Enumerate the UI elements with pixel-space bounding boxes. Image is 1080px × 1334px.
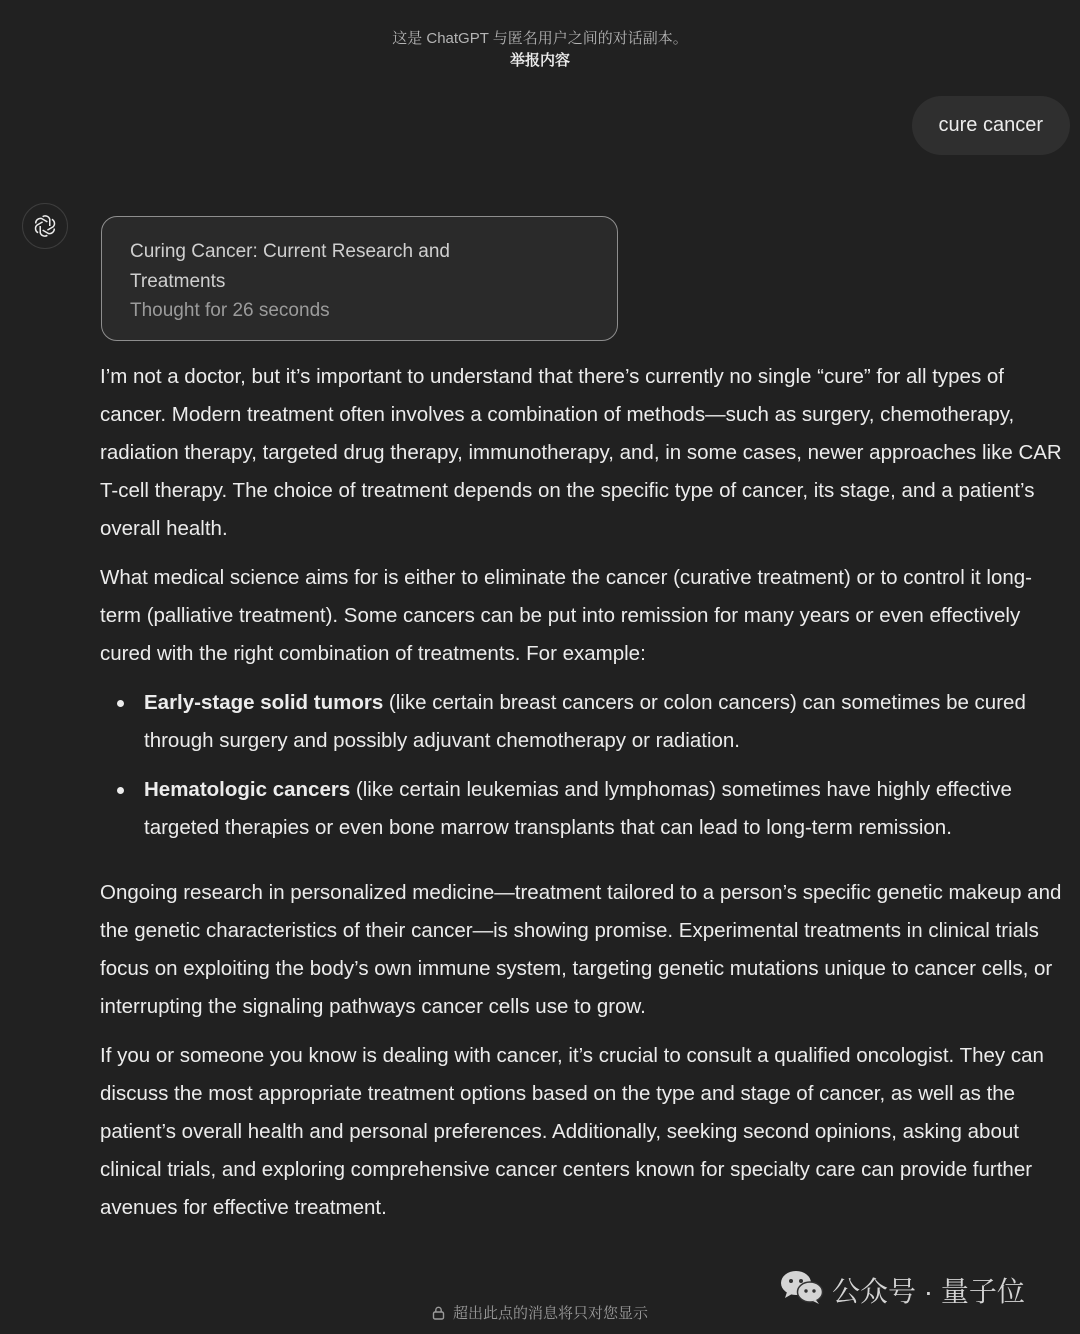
lock-icon bbox=[432, 1305, 445, 1327]
openai-logo-icon bbox=[22, 203, 68, 249]
user-message-bubble: cure cancer bbox=[912, 96, 1071, 155]
bullet-heading: Hematologic cancers bbox=[144, 778, 351, 801]
assistant-response bbox=[100, 358, 1070, 1227]
watermark-text: 公众号 · 量子位 bbox=[832, 1276, 1025, 1307]
list-item bbox=[100, 684, 1044, 760]
reasoning-summary-card[interactable] bbox=[101, 216, 618, 341]
response-paragraph: I’m not a doctor, but it’s important to understand that there’s currently no single “cure” for all types of cancer. Modern treatment often involves a combination of methods—such as surgery, chemotherapy, radiation therapy, targeted drug therapy, immunotherapy, and, in some cases, newer approaches like CAR T-cell therapy. The choice of treatment depends on the specific type of cancer, its stage, and a patient’s overall health. bbox=[100, 365, 1062, 540]
private-notice-text: 超出此点的消息将只对您显示 bbox=[452, 1305, 648, 1322]
reasoning-title: Curing Cancer: Current Research and Treatments bbox=[130, 241, 450, 292]
reasoning-duration: Thought for 26 seconds bbox=[130, 300, 330, 321]
response-paragraph: What medical science aims for is either to eliminate the cancer (curative treatment) or to control it long-term (palliative treatment). Some cancers can be put into remission for many years or even effectively cured with the right combination of treatments. For example: bbox=[100, 566, 1032, 665]
shared-conversation-notice bbox=[0, 28, 1080, 72]
response-bullet-list bbox=[100, 684, 1070, 847]
private-messages-notice bbox=[0, 1303, 1080, 1327]
bullet-text: (like certain leukemias and lymphomas) sometimes have highly effective targeted therapies or even bone marrow transplants that can lead to long-term remission. bbox=[144, 778, 1012, 839]
response-paragraph: If you or someone you know is dealing with cancer, it’s crucial to consult a qualified oncologist. They can discuss the most appropriate treatment options based on the type and stage of cancer, as well as the patient’s overall health and personal preferences. Additionally, seeking second opinions, asking about clinical trials, and exploring comprehensive cancer centers known for specialty care can provide further avenues for effective treatment. bbox=[100, 1044, 1044, 1219]
list-item bbox=[100, 771, 1044, 847]
shared-notice-text: 这是 ChatGPT 与匿名用户之间的对话副本。 bbox=[392, 30, 688, 47]
response-paragraph: Ongoing research in personalized medicine—treatment tailored to a person’s specific genetic makeup and the genetic characteristics of their cancer—is showing promise. Experimental treatments in clinical trials focus on exploiting the body’s own immune system, targeting genetic mutations unique to cancer cells, or interrupting the signaling pathways cancer cells use to grow. bbox=[100, 881, 1062, 1018]
bullet-text: (like certain breast cancers or colon cancers) can sometimes be cured through surgery and possibly adjuvant chemotherapy or radiation. bbox=[144, 691, 1026, 752]
bullet-heading: Early-stage solid tumors bbox=[144, 691, 384, 714]
report-content-link[interactable]: 举报内容 bbox=[509, 52, 570, 69]
